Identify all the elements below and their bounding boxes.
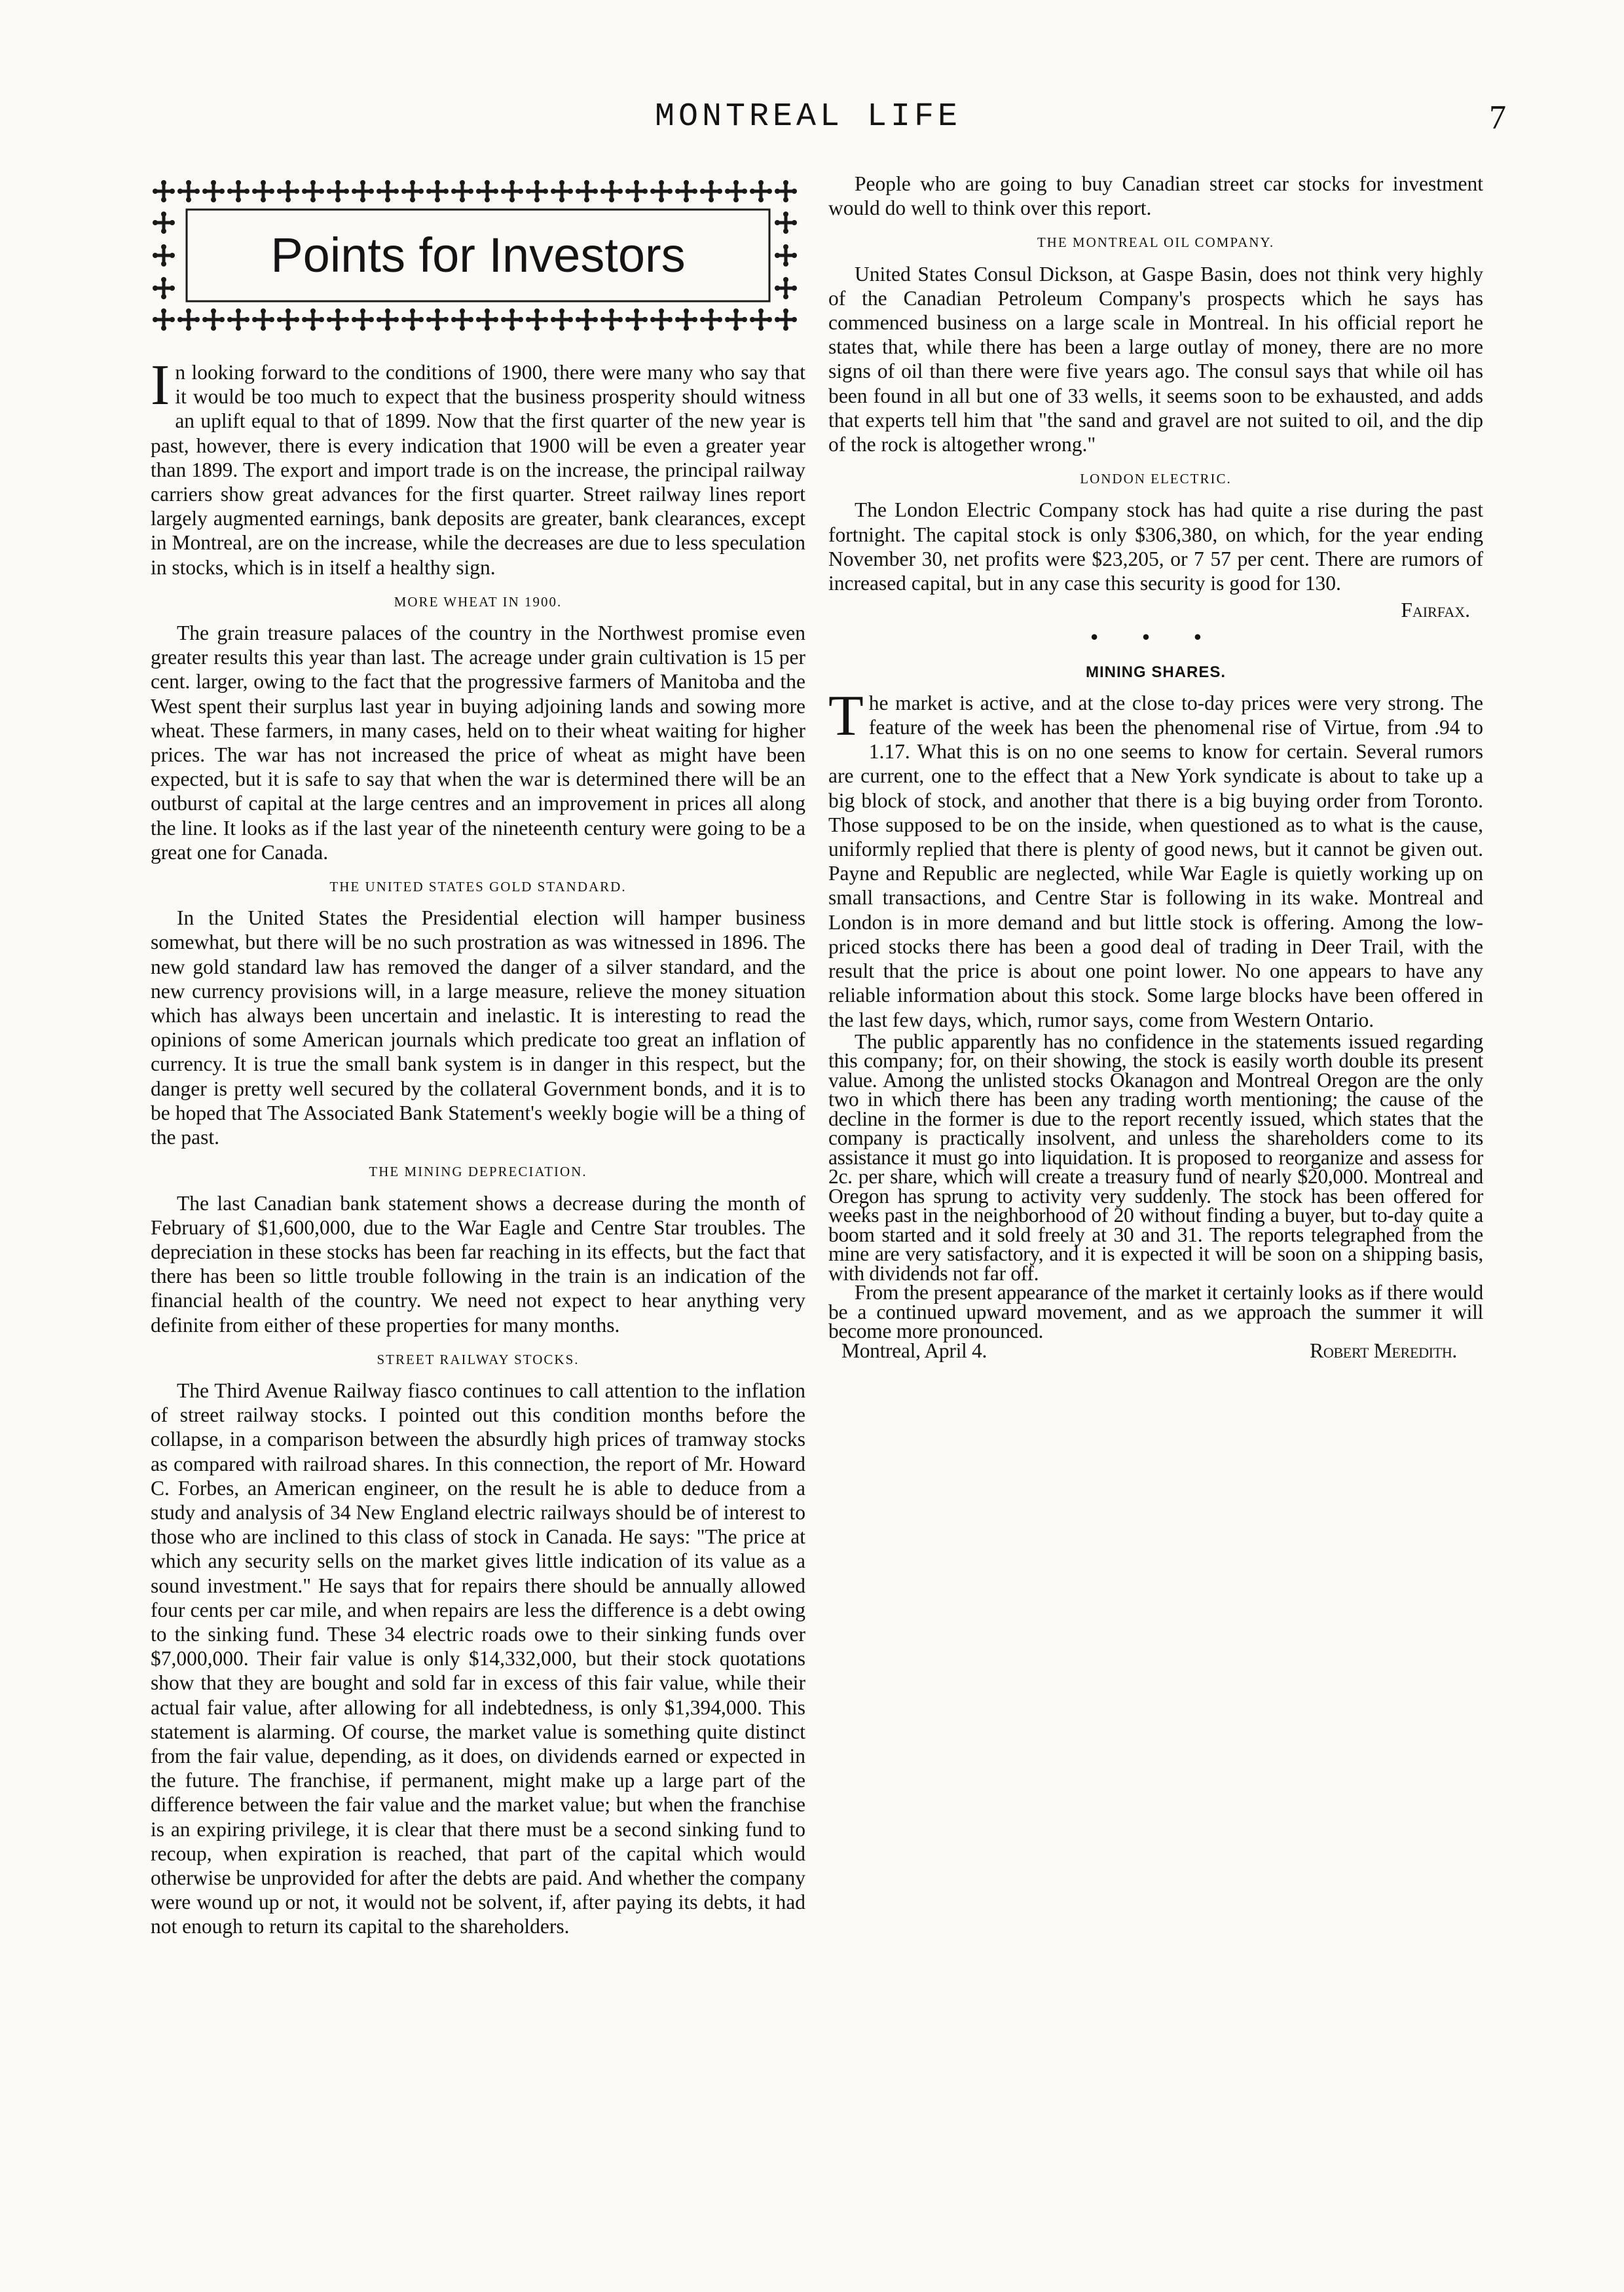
left-column (151, 177, 805, 1939)
title-box (151, 177, 805, 334)
right-ornament-column (775, 212, 797, 299)
section-heading: STREET RAILWAY STOCKS. (377, 1351, 580, 1367)
section-heading: LONDON ELECTRIC. (1080, 471, 1232, 487)
section-paragraph: United States Consul Dickson, at Gaspe Basin, does not think very highly of the Canadian Petroleum Company's prospects which he says has commenced business on a large scale in Montreal. In his official report he states that, while there has been a large outlay of money, there are no more signs of oil than there were five years ago. The consul says that while oil has been found in all but one of 33 wells, it seems soon to be exhausted, and adds that experts tell him that "the sand and gravel are not suited to oil, and the dip of the rock is altogether wrong." (828, 262, 1483, 456)
dateline: Montreal, April 4. (841, 1339, 987, 1362)
section-heading: THE MONTREAL OIL COMPANY. (1037, 234, 1275, 251)
section-heading: THE UNITED STATES GOLD STANDARD. (329, 879, 627, 895)
author-signature: Robert Meredith. (1310, 1339, 1457, 1362)
intro-paragraph: In looking forward to the conditions of 1900, there were many who say that it would be too much to expect that the business prosperity should witness an uplift equal to that of 1899. Now that the first quarter of the new year is past, however, there is every indication that 1900 will be even a greater year than 1899. The export and import trade is on the increase, the principal railway carriers show great advances for the first quarter. Street railway lines report largely augmented earnings, bank deposits are greater, bank clearances, except in Montreal, are on the increase, while the decreases are due to less speculation in stocks, which is in itself a healthy sign. (151, 354, 805, 579)
section-paragraph: In the United States the Presidential election will hamper business somewhat, but there will be no such prostration as was witnessed in 1896. The new gold standard law has removed the danger of a silver standard, and the new currency provisions will, in a large measure, relieve the money situation which has always been uncertain and inelastic. It is interesting to read the opinions of some American journals which predicate too great an inflation of currency. It is true the small bank system is in danger in this respect, but the danger is pretty well secured by the collateral Government bonds, and it is to be hoped that The Associated Bank Statement's weekly bogie will be a thing of the past. (151, 906, 805, 1149)
left-ornament-column (153, 212, 175, 299)
article-signature: Fairfax. (1401, 599, 1470, 622)
section-paragraph: The last Canadian bank statement shows a decrease during the month of February of $1,600,000, due to the War Eagle and Centre Star troubles. The depreciation in these stocks has been far reaching in its effects, but the fact that there has been so little trouble following in the train is an indication of the financial health of the country. We need not expect to hear anything very definite from either of these properties for many months. (151, 1191, 805, 1337)
section-heading: MORE WHEAT IN 1900. (394, 593, 563, 610)
dateline-row (828, 1341, 1483, 1361)
section-paragraph: The Third Avenue Railway fiasco continues to call attention to the inflation of street railway stocks. I pointed out this condition months before the collapse, in a comparison between the absurdly high prices of tramway stocks as compared with railroad shares. In this connection, the report of Mr. Howard C. Forbes, an American engineer, on the result he is able to deduce from a study and analysis of 34 New England electric railways should be of interest to those who are inclined to this class of stock in Canada. He says: "The price at which any security sells on the market gives little indication of its value as a sound investment." He says that for repairs there should be annually allowed four cents per car mile, and when repairs are less the difference is a debt owing to the sinking fund. These 34 electric roads owe to their sinking funds over $7,000,000. Their fair value is only $14,332,000, but their stock quotations show that they are bought and sold far in excess of this fair value, while their actual fair value, after allowing for all indebtedness, is only $1,394,000. This statement is alarming. Of course, the market value is something quite distinct from the fair value, depending, as it does, on dividends earned or expected in the future. The franchise, if permanent, might make up a large part of the difference between the fair value and the market value; but when the franchise is an expiring privilege, it is clear that there must be a second sinking fund to recoup, when expiration is reached, that part of the capital which would otherwise be unprovided for after the debts are paid. And whether the company were wound up or not, it would not be solvent, if, after paying its debts, it had not enough to return its capital to the shareholders. (151, 1378, 805, 1938)
running-title: MONTREAL LIFE (655, 98, 962, 136)
mining-paragraph: From the present appearance of the market it certainly looks as if there would be a continued upward movement, and as we approach the summer it will become more pronounced. (828, 1281, 1483, 1343)
page-header (0, 98, 1624, 151)
mining-paragraph: The market is active, and at the close to-day prices were very strong. The feature of the week has been the phenomenal rise of Virtue, from .94 to 1.17. What this is on no one seems to know for certain. Several rumors are current, one to the effect that a New York syndicate is about to take up a big block of stock, and another that there is a big buying order from Toronto. Those supposed to be on the inside, when questioned as to what is the cause, uniformly replied that there is plenty of good news, but it cannot be given out. Payne and Republic are neglected, while War Eagle is quietly working up on small transactions, and Centre Star is following in its wake. Montreal and London is in more demand and but little stock is offering. Among the low-priced stocks there has been a good deal of trading in Deer Trail, with the result that the price is about one point lower. No one appears to have any reliable information about this stock. Some large blocks have been offered in the last few days, which, rumor says, come from Western Ontario. (828, 684, 1483, 1031)
article-title: Points for Investors (270, 228, 686, 282)
mining-paragraph: The public apparently has no confidence in the statements issued regarding this company; for, on their showing, the stock is easily worth double its present value. Among the unlisted stocks Okanagon and Montreal Oregon are the only two in which there has been any trading worth mentioning; the cause of the decline in the former is due to the report recently issued, which states that the company is practically insolvent, and unless the shareholders come to its assistance it must go into liquidation. It is proposed to reorganize and assess for 2c. per share, which will create a treasury fund of nearly $20,000. Montreal and Oregon has sprung to activity very suddenly. The stock has been offered for weeks past in the neighborhood of 20 without finding a buyer, but to-day quite a boom started and it sold freely at 30 and 31. The reports telegraphed from the mine are very satisfactory, and it is expected it will be soon on a shipping basis, with dividends not far off. (828, 1029, 1483, 1285)
page-number: 7 (1489, 99, 1506, 136)
right-column (828, 172, 1483, 1360)
section-separator: • • • (1090, 625, 1221, 649)
section-paragraph: The London Electric Company stock has had quite a rise during the past fortnight. The capital stock is only $306,380, on which, for the year ending November 30, net profits were $23,205, or 7 57 per cent. There are rumors of increased capital, but in any case this security is good for 130. (828, 498, 1483, 595)
mining-heading: MINING SHARES. (1085, 663, 1226, 681)
top-ornament-row (153, 180, 797, 202)
bottom-ornament-row (153, 308, 797, 331)
section-heading: THE MINING DEPRECIATION. (369, 1164, 587, 1180)
section-paragraph: People who are going to buy Canadian street car stocks for investment would do well to think over this report. (828, 172, 1483, 220)
section-paragraph: The grain treasure palaces of the country in the Northwest promise even greater results this year than last. The acreage under grain cultivation is 15 per cent. larger, owing to the fact that the progressive farmers of Manitoba and the West spent their surplus last year in buying adjoining lands and sowing more wheat. These farmers, in many cases, held on to their wheat waiting for higher prices. The war has not increased the price of wheat as might have been expected, but it is safe to say that when the war is determined there will be an outburst of capital at the large centres and an improvement in prices all along the line. It looks as if the last year of the nineteenth century were going to be a great one for Canada. (151, 621, 805, 864)
